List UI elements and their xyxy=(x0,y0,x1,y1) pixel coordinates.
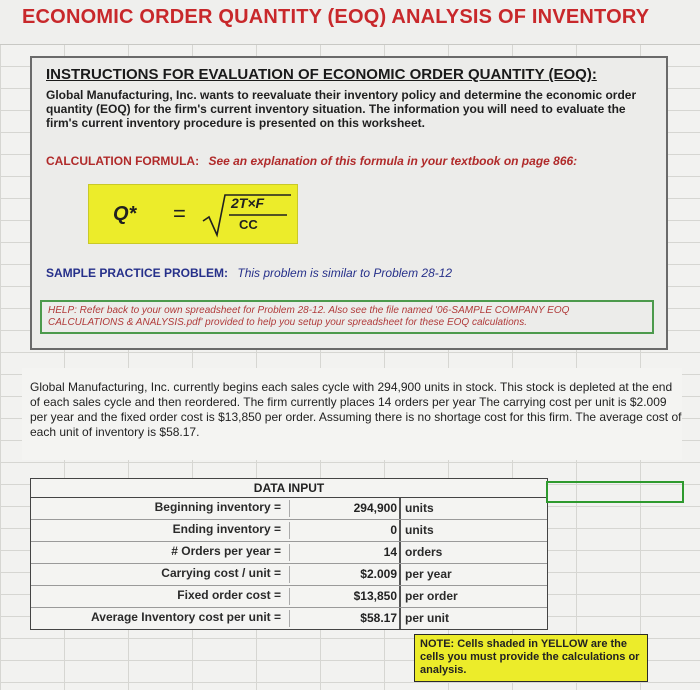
row-label: # Orders per year = xyxy=(171,544,281,558)
formula-equals-sign: = xyxy=(173,201,186,226)
sample-problem-note: This problem is similar to Problem 28-12 xyxy=(237,266,453,280)
cell-divider xyxy=(289,610,290,627)
row-unit: units xyxy=(405,501,434,515)
calculation-formula-note: See an explanation of this formula in your textbook on page 866: xyxy=(208,154,578,168)
row-unit: per unit xyxy=(405,611,449,625)
sample-problem-row xyxy=(46,266,452,280)
problem-statement: Global Manufacturing, Inc. currently begins each sales cycle with 294,900 units in stock. This stock is depleted at the end of each sales cycle and then reordered. The firm currently places 14 orders per year The carrying cost per unit is $2.009 per year and the fixed order cost is $13,850 per order. Assuming there is no shortage cost for this firm. The average cost of each unit of inventory is $58.17. xyxy=(22,368,682,460)
title-bar xyxy=(0,0,700,45)
eoq-formula-cell[interactable] xyxy=(88,184,298,244)
data-input-header: DATA INPUT xyxy=(31,479,547,498)
table-row xyxy=(31,564,547,586)
table-row xyxy=(31,498,547,520)
cell-divider xyxy=(289,500,290,517)
instructions-box xyxy=(30,56,668,350)
instructions-heading: INSTRUCTIONS FOR EVALUATION OF ECONOMIC ORDER QUANTITY (EOQ): xyxy=(46,66,597,83)
formula-denominator: CC xyxy=(239,217,258,232)
average-inventory-cost-cell[interactable]: $58.17 xyxy=(297,608,401,629)
beginning-inventory-cell[interactable]: 294,900 xyxy=(297,498,401,519)
selected-cell[interactable] xyxy=(546,481,684,503)
table-row xyxy=(31,586,547,608)
orders-per-year-cell[interactable]: 14 xyxy=(297,542,401,563)
cell-divider xyxy=(289,588,290,605)
row-unit: per order xyxy=(405,589,458,603)
carrying-cost-cell[interactable]: $2.009 xyxy=(297,564,401,585)
cell-divider xyxy=(289,544,290,561)
data-input-table xyxy=(30,478,548,630)
row-unit: units xyxy=(405,523,434,537)
formula-q-symbol: Q* xyxy=(113,203,137,225)
row-label: Ending inventory = xyxy=(172,522,281,536)
ending-inventory-cell[interactable]: 0 xyxy=(297,520,401,541)
row-label: Fixed order cost = xyxy=(177,588,281,602)
yellow-note: NOTE: Cells shaded in YELLOW are the cells you must provide the calculations or analysis. xyxy=(414,634,648,682)
row-label: Average Inventory cost per unit = xyxy=(91,610,281,624)
instructions-body: Global Manufacturing, Inc. wants to reevaluate their inventory policy and determine the economic order quantity (EOQ) for the firm's current inventory situation. The information you will need to evaluate the firm's current inventory procedure is presented on this worksheet. xyxy=(46,88,637,130)
calculation-formula-row xyxy=(46,154,577,168)
cell-divider xyxy=(289,566,290,583)
fixed-order-cost-cell[interactable]: $13,850 xyxy=(297,586,401,607)
sample-problem-label: SAMPLE PRACTICE PROBLEM: xyxy=(46,266,229,280)
row-label: Beginning inventory = xyxy=(154,500,281,514)
row-unit: per year xyxy=(405,567,452,581)
row-label: Carrying cost / unit = xyxy=(161,566,281,580)
formula-numerator: 2T×F xyxy=(231,195,265,211)
row-unit: orders xyxy=(405,545,443,559)
table-row xyxy=(31,520,547,542)
page-title: ECONOMIC ORDER QUANTITY (EOQ) ANALYSIS OF INVENTORY xyxy=(22,6,650,28)
cell-divider xyxy=(289,522,290,539)
calculation-formula-label: CALCULATION FORMULA: xyxy=(46,154,200,168)
help-box: HELP: Refer back to your own spreadsheet for Problem 28-12. Also see the file named '06-SAMPLE COMPANY EOQ CALCULATIONS & ANALYSIS.pdf' provided to help you setup your spreadsheet for these EOQ calculations. xyxy=(40,300,654,334)
table-row xyxy=(31,608,547,629)
formula-square-root xyxy=(201,191,293,239)
table-row xyxy=(31,542,547,564)
